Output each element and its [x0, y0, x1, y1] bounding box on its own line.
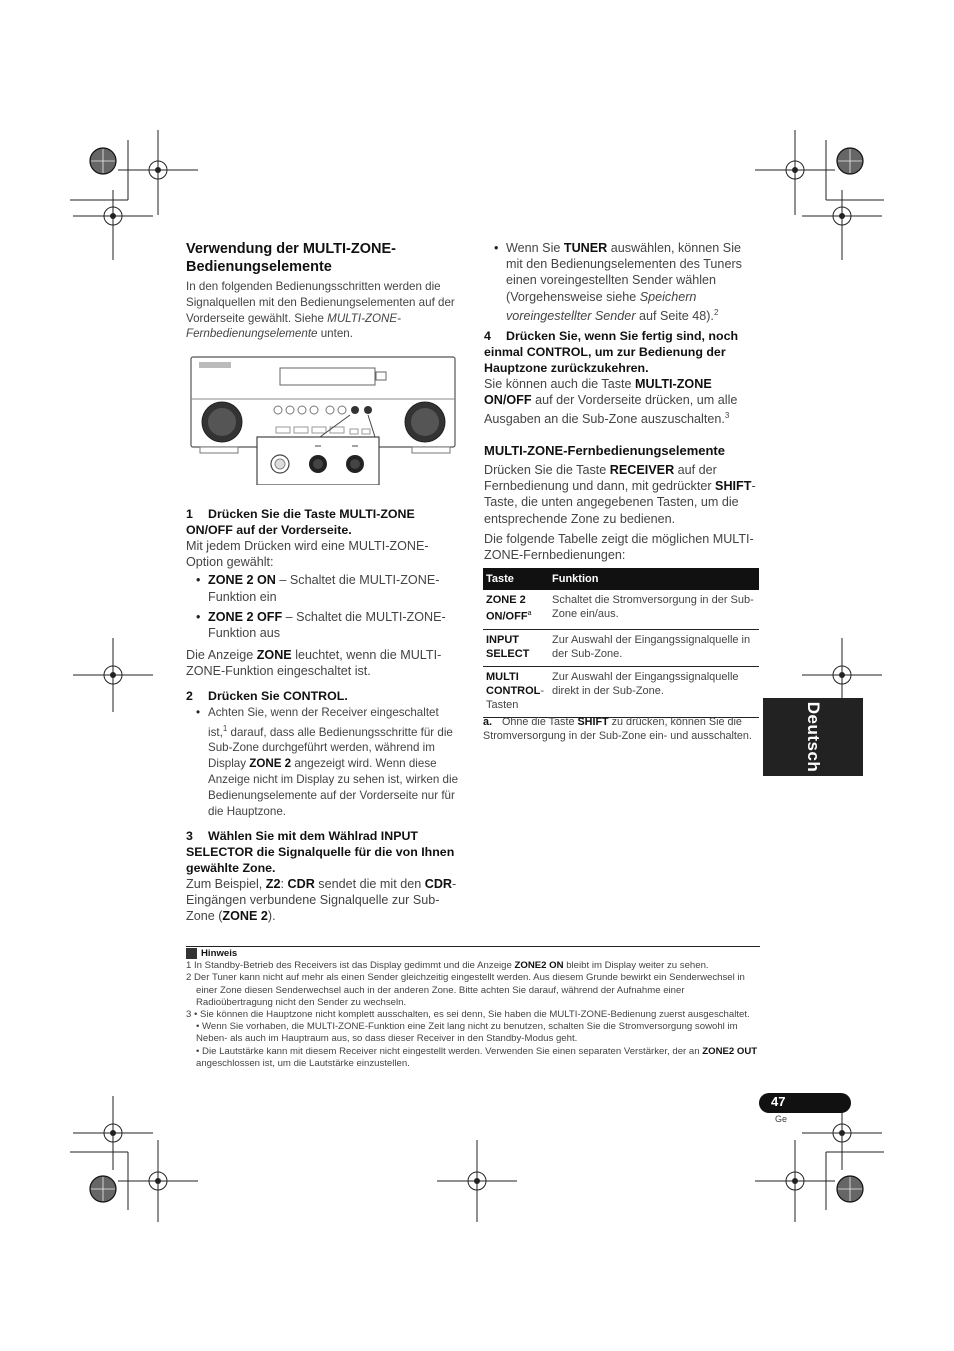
- page-number-badge: 47: [759, 1093, 851, 1113]
- table-row: MULTI CONTROL-Tasten Zur Auswahl der Eingangssignalquelle direkt in der Sub-Zone.: [483, 666, 759, 717]
- intro-ref: MULTI-ZONE-Fernbedienungselemente: [186, 311, 402, 341]
- step-4: 4 Drücken Sie, wenn Sie fertig sind, noch einmal CONTROL, um zur Bedienung der Hauptzone zurückzukehren. Sie können auch die Taste MULTI-ZONE ON/OFF auf der Vorderseite drücken, um alle Ausgaben an die Sub-Zone auszuschalten.$^3$: [484, 329, 739, 427]
- table-row: ZONE 2 ON/OFF$^a$ Schaltet die Stromversorgung in der Sub-Zone ein/aus.: [483, 590, 759, 629]
- tuner-bullet: [484, 240, 759, 324]
- table-header: Taste: [483, 568, 549, 590]
- remote-table: [483, 568, 759, 718]
- list-item: • ZONE 2 ON – Schaltet die MULTI-ZONE-Funktion ein: [186, 572, 461, 604]
- note-icon: [186, 948, 197, 959]
- section-title: Verwendung der MULTI-ZONE-Bedienungselemente: [186, 241, 396, 275]
- language-tab: Deutsch: [763, 698, 863, 776]
- receiver-front-panel-illustration: [190, 355, 458, 485]
- intro-text: In den folgenden Bedienungsschritten werden die Signalquellen mit den Bedienungselementen auf der Vorderseite gewählt. Siehe MULTI-ZONE-Fernbedienungselemente unten.: [186, 280, 455, 341]
- hinweis: Hinweis 1 In Standby-Betrieb des Receivers ist das Display gedimmt und die Anzeige ZONE2 ON bleibt im Display weiter zu sehen. 2 Der Tuner kann nicht auf mehr als einen Sender gleichzeitig eingestellt werden. Aus diesem Grunde bewirkt ein Senderwechsel in einer Zone diesen Senderwechsel auch in der anderen Zone. Bitte achten Sie darauf, während der Aufnahme einer Radioübertragung nicht den Sender zu wechseln. 3 • Sie können die Hauptzone nicht komplett ausschalten, es sei denn, Sie haben die MULTI-ZONE-Bedienung zuerst ausgeschaltet. • Wenn Sie vorhaben, die MULTI-ZONE-Funktion eine Zeit lang nicht zu benutzen, schalten Sie die Stromversorgung sowohl im Neben- als auch im Hauptraum aus, so dass dieser Receiver in den Standby-Modus geht. • Die Lautstärke kann mit diesem Receiver nicht eingestellt werden. Verwenden Sie einen separaten Verstärker, der an ZONE2 OUT angeschlossen ist, um die Lautstärke einzustellen.: [186, 948, 758, 1069]
- list-item: • Achten Sie, wenn der Receiver eingeschaltet ist,$^1$ darauf, dass alle Bedienungsschritte für die Sub-Zone durchgeführt werden, während im Display ZONE 2 angezeigt wird. Wenn diese Anzeige nicht im Display zu sehen ist, wirken die Bedienungselemente auf der Vorderseite nur für die Hauptzone.: [186, 705, 461, 819]
- remote-section: MULTI-ZONE-Fernbedienungselemente Drücken Sie die Taste RECEIVER auf der Fernbedienung und dann, mit gedrückter SHIFT-Taste, die unten angegebenen Tasten, um die entsprechende Zone zu bedienen. Die folgende Tabelle zeigt die möglichen MULTI-ZONE-Fernbedienungen:: [484, 443, 759, 563]
- step-2: 2 Drücken Sie CONTROL. • Achten Sie, wenn der Receiver eingeschaltet ist,$^1$ darauf, dass alle Bedienungsschritte für die Sub-Zone durchgeführt werden, während im Display ZONE 2 angezeigt wird. Wenn diese Anzeige nicht im Display zu sehen ist, wirken die Bedienungselemente auf der Vorderseite nur für die Hauptzone.: [186, 688, 461, 819]
- remote-section-title: MULTI-ZONE-Fernbedienungselemente: [484, 443, 725, 458]
- table-footnote: a. Ohne die Taste SHIFT zu drücken, können Sie die Stromversorgung in der Sub-Zone ein- und ausschalten.: [483, 716, 752, 742]
- step-1: 1 Drücken Sie die Taste MULTI-ZONE ON/OFF auf der Vorderseite. Mit jedem Drücken wird eine MULTI-ZONE-Option gewählt: • ZONE 2 ON – Schaltet die MULTI-ZONE-Funktion ein • ZONE 2 OFF – Schaltet die MULTI-ZONE-Funktion aus Die Anzeige ZONE leuchtet, wenn die MULTI-ZONE-Funktion eingeschaltet ist.: [186, 506, 461, 680]
- table-row: INPUT SELECT Zur Auswahl der Eingangssignalquelle in der Sub-Zone.: [483, 629, 759, 666]
- table-header: Funktion: [549, 568, 759, 590]
- list-item: • ZONE 2 OFF – Schaltet die MULTI-ZONE-Funktion aus: [186, 609, 461, 641]
- page-language: Ge: [775, 1114, 788, 1124]
- brand-logo-icon: [199, 362, 231, 368]
- list-item: • Wenn Sie TUNER auswählen, können Sie mit den Bedienungselementen des Tuners einen voreingestellten Sender wählen (Vorgehensweise siehe Speichern voreingestellter Sender auf Seite 48).$^2$: [484, 240, 759, 324]
- step-3: 3 Wählen Sie mit dem Wählrad INPUT SELECTOR die Signalquelle für die von Ihnen gewählte Zone. Zum Beispiel, Z2: CDR sendet die mit den CDR-Eingängen verbundene Signalquelle zur Sub-Zone (ZONE 2).: [186, 829, 457, 924]
- footnote-divider: [186, 946, 760, 947]
